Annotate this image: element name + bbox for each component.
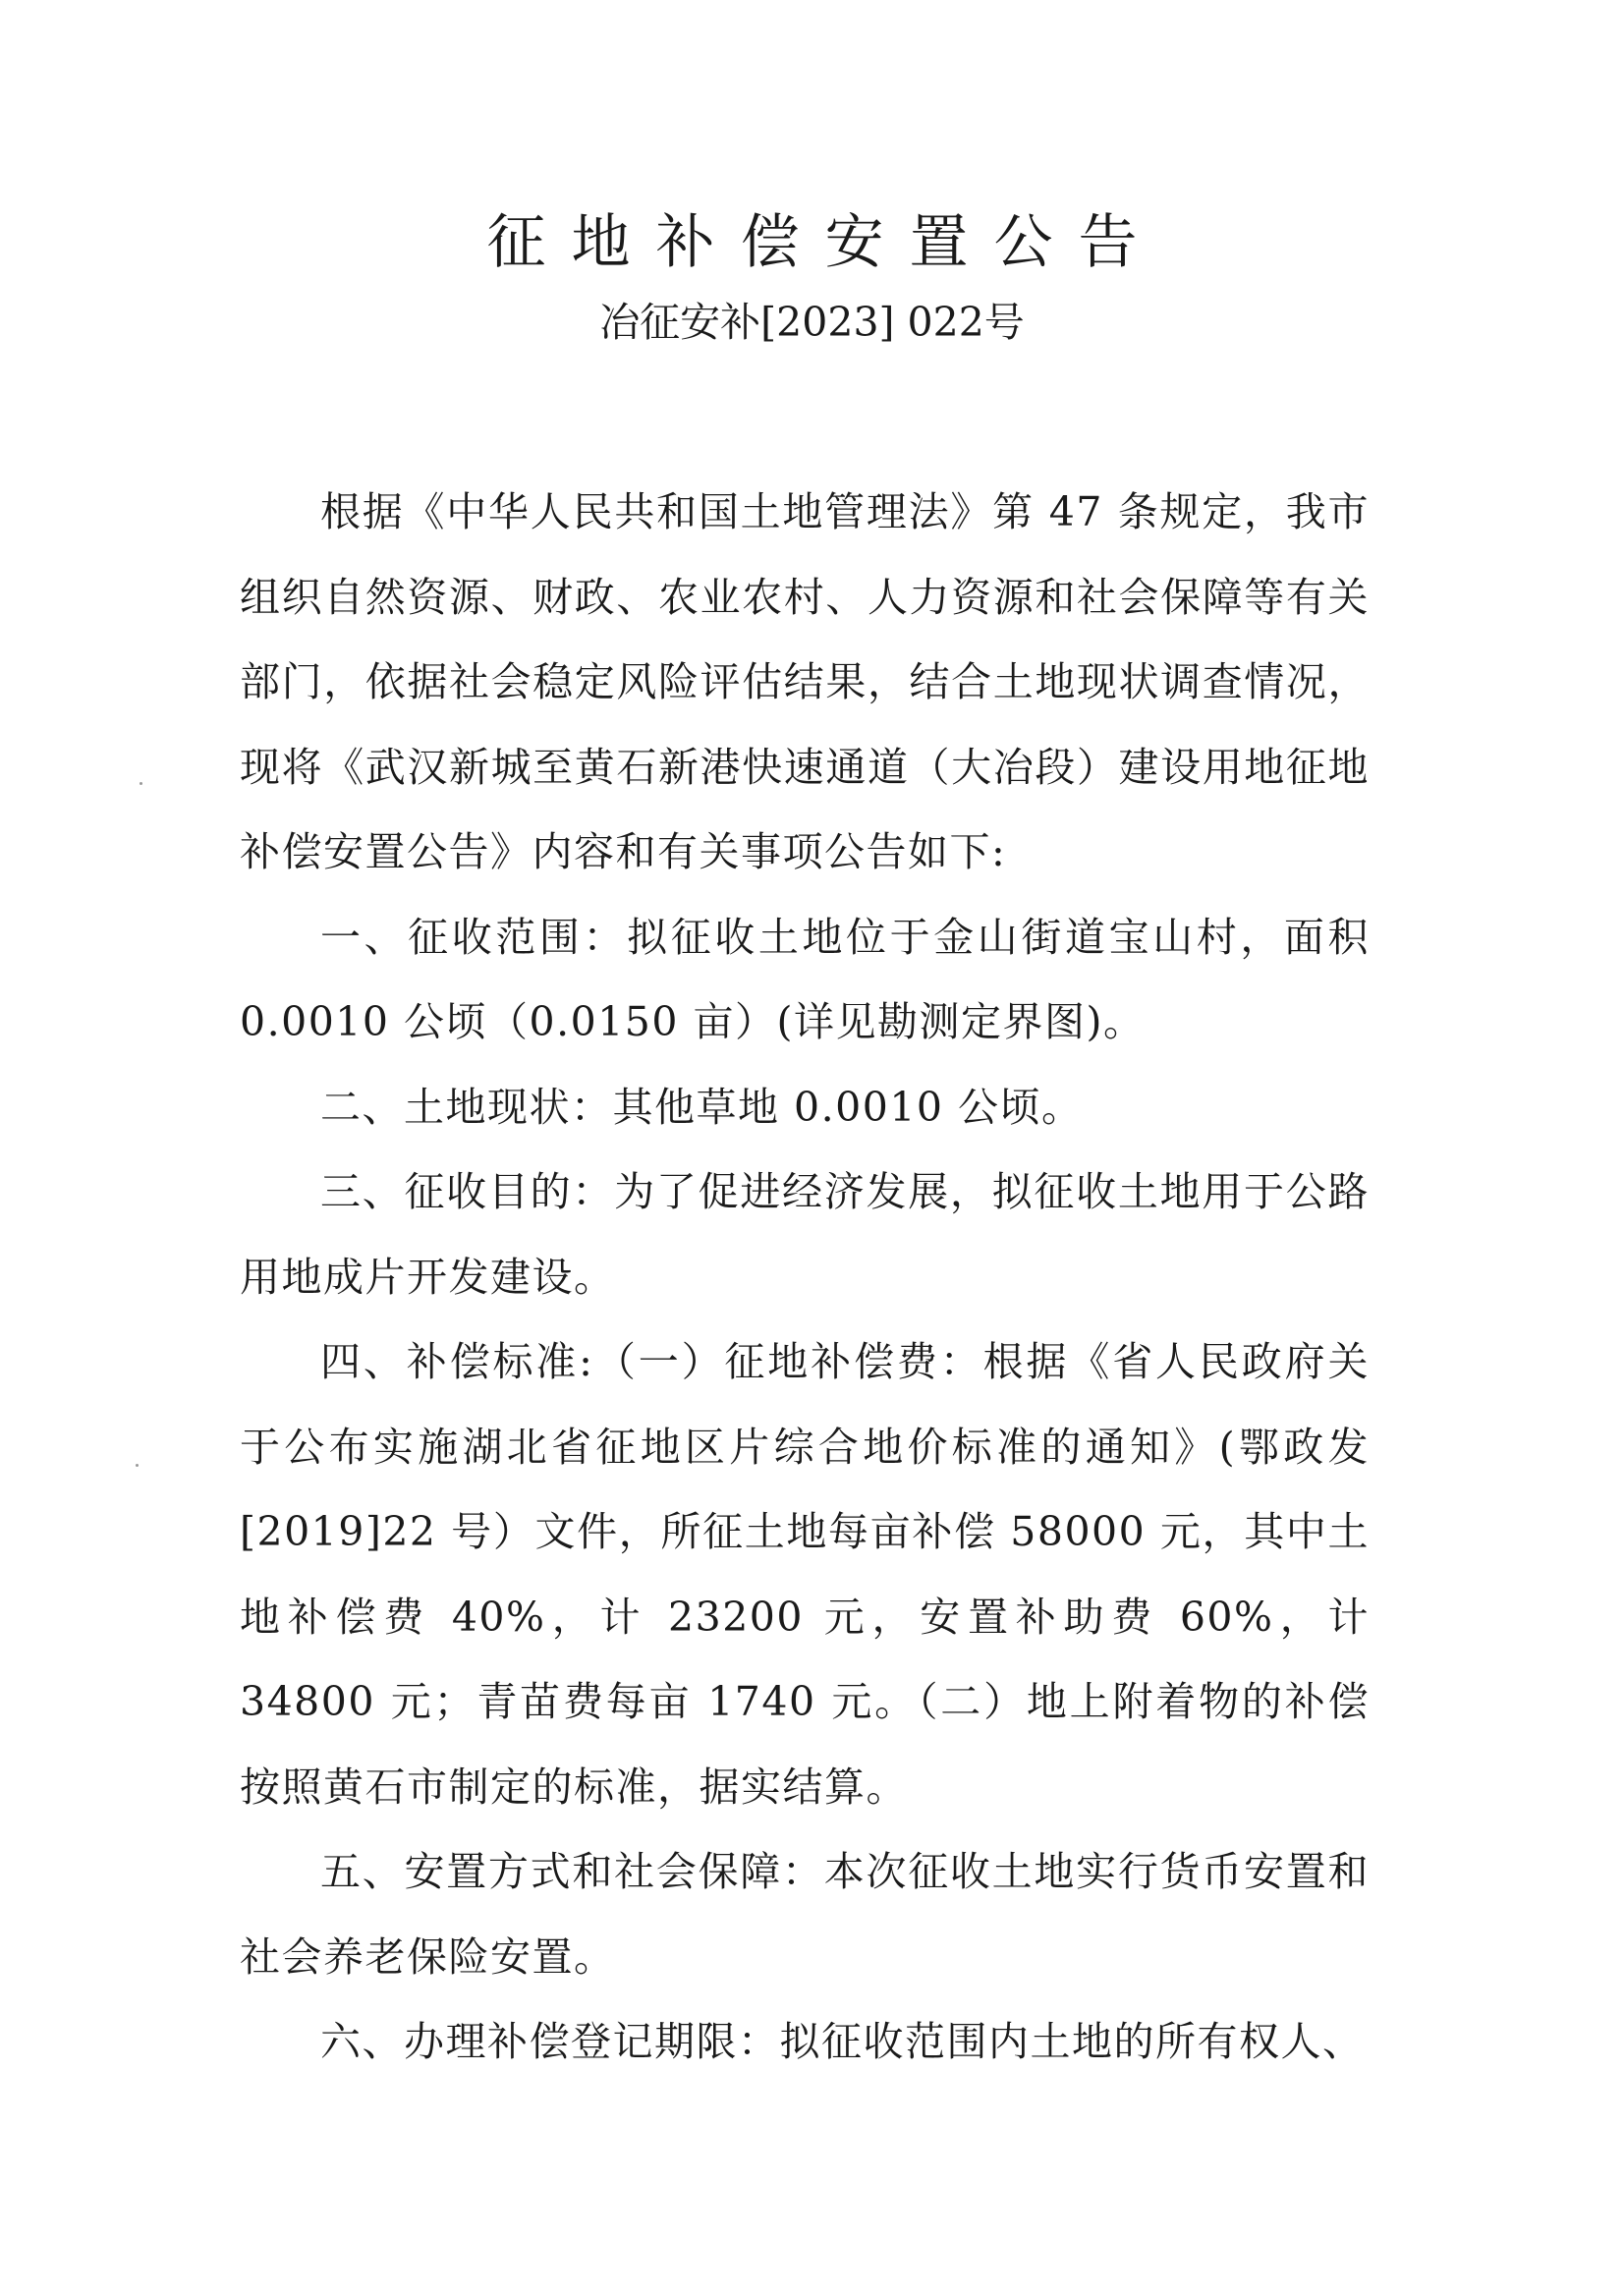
paragraph-scope: 一、征收范围：拟征收土地位于金山街道宝山村，面积 0.0010 公顷（0.0150 亩）(详见勘测定界图)。 [240, 913, 1370, 1045]
paragraph-registration: 六、办理补偿登记期限：拟征收范围内土地的所有权人、 [320, 2018, 1365, 2065]
paragraph-resettlement: 五、安置方式和社会保障：本次征收土地实行货币安置和社会养老保险安置。 [240, 1848, 1370, 1981]
paragraph-compensation: 四、补偿标准:（一）征地补偿费：根据《省人民政府关于公布实施湖北省征地区片综合地价标准的通知》(鄂政发[2019]22 号）文件，所征土地每亩补偿 58000 元，其中土地补偿费 40%，计 23200 元，安置补助费 60%，计 34800 元；青苗费每亩 1740 元。（二）地上附着物的补偿按照黄石市制定的标准，据实结算。 [240, 1338, 1370, 1811]
scan-speck [140, 782, 142, 785]
paragraph-land-status: 二、土地现状：其他草地 0.0010 公顷。 [320, 1083, 1084, 1131]
paragraph-purpose: 三、征收目的：为了促进经济发展，拟征收土地用于公路用地成片开发建设。 [240, 1168, 1370, 1301]
document-body [240, 470, 1370, 2085]
paragraph-intro: 根据《中华人民共和国土地管理法》第 47 条规定，我市组织自然资源、财政、农业农村、人力资源和社会保障等有关部门，依据社会稳定风险评估结果，结合土地现状调查情况，现将《武汉新城至黄石新港快速通道（大冶段）建设用地征地补偿安置公告》内容和有关事项公告如下: [240, 488, 1370, 875]
document-number: 冶征安补[2023] 022号 [599, 299, 1025, 346]
scan-speck [136, 1464, 139, 1467]
document-title: 征地补偿安置公告 [486, 208, 1163, 277]
